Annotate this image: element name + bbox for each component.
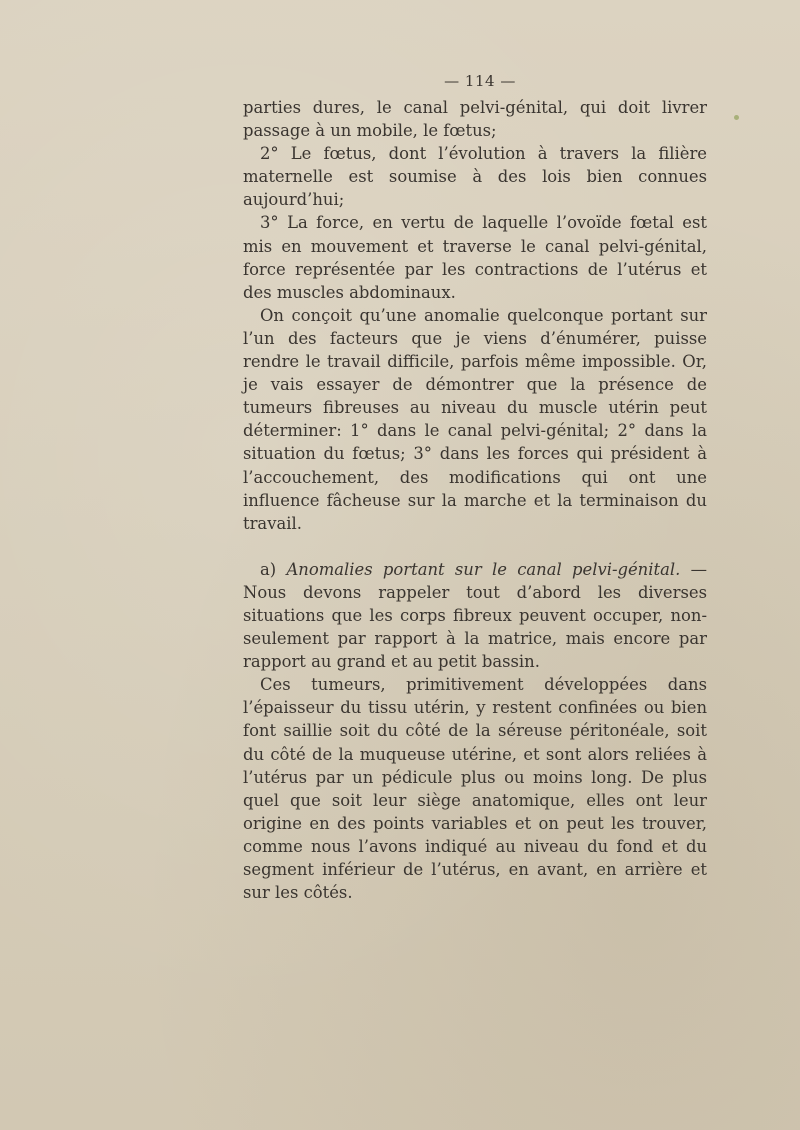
paragraph-4: On conçoit qu’une anomalie quelconque portant sur l’un des facteurs que je viens d’énumérer, puisse rendre le travail difficile, parfois même impossible. Or, je vais essayer de démontrer que la présence de tumeurs fibreuses au niveau du muscle utérin peut déterminer: 1° dans le canal pelvi-génital; 2° dans la situation du fœtus; 3° dans les forces qui président à l’accouchement, des modifications qui ont une influence fâcheuse sur la marche et la terminaison du travail. xyxy=(243,305,707,533)
page-number: — 114 — xyxy=(444,72,516,90)
body-text xyxy=(243,96,707,904)
paragraph-5-section xyxy=(243,558,707,673)
paragraph-2: 2° Le fœtus, dont l’évolution à travers la filière maternelle est soumise à des lois bien connues aujourd’hui; xyxy=(243,144,707,210)
section-heading: Anomalies portant sur le canal pelvi-génital. xyxy=(286,559,681,579)
ink-spot xyxy=(734,115,739,120)
section-prefix: a) xyxy=(260,559,287,579)
paragraph-1: parties dures, le canal pelvi-génital, qui doit livrer passage à un mobile, le fœtus; xyxy=(243,98,707,141)
paragraph-3: 3° La force, en vertu de laquelle l’ovoïde fœtal est mis en mouvement et traverse le canal pelvi-génital, force représentée par les contractions de l’utérus et des muscles abdominaux. xyxy=(243,213,707,302)
section-text: — Nous devons rappeler tout d’abord les diverses situations que les corps fibreux peuvent occuper, non-seulement par rapport à la matrice, mais encore par rapport au grand et au petit bassin. xyxy=(243,559,707,672)
paragraph-6: Ces tumeurs, primitivement développées dans l’épaisseur du tissu utérin, y restent confinées ou bien font saillie soit du côté de la séreuse péritonéale, soit du côté de la muqueuse utérine, et sont alors reliées à l’utérus par un pédicule plus ou moins long. De plus quel que soit leur siège anatomique, elles ont leur origine en des points variables et on peut les trouver, comme nous l’avons indiqué au niveau du fond et du segment inférieur de l’utérus, en avant, en arrière et sur les côtés. xyxy=(243,675,707,903)
